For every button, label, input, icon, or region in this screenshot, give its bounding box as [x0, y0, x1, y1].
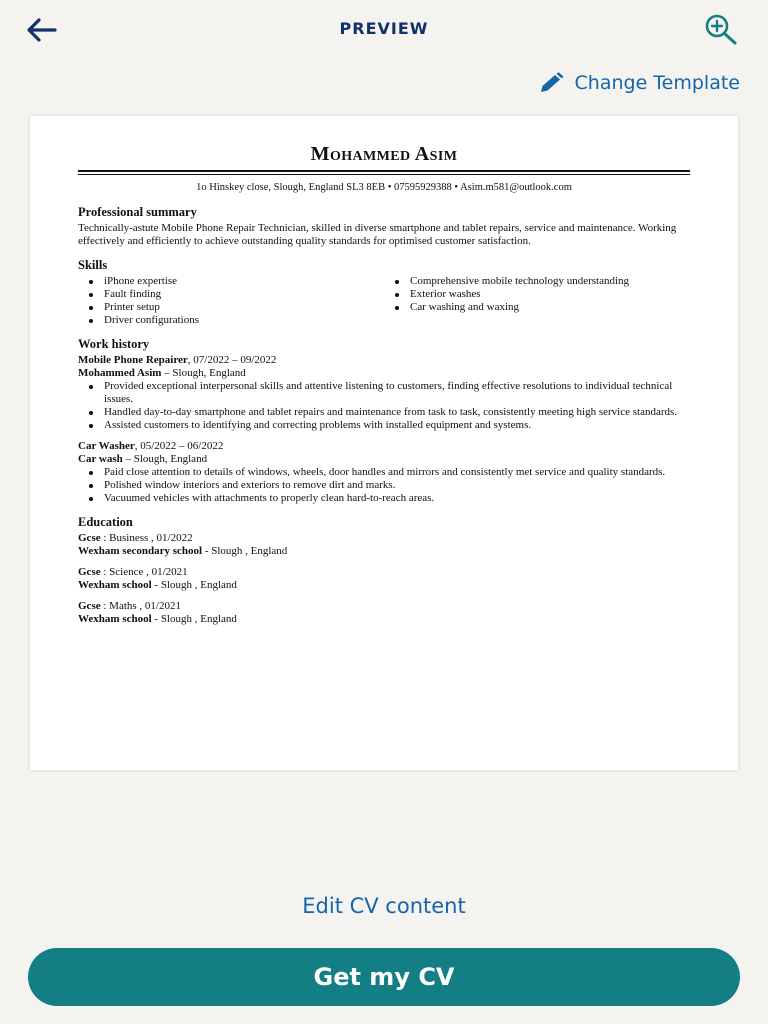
job-employer: Car wash	[78, 453, 123, 465]
summary-section	[78, 204, 690, 248]
job-location: – Slough, England	[122, 453, 208, 465]
skills-right-column	[384, 275, 690, 327]
education-location: - Slough , England	[202, 545, 288, 557]
zoom-in-icon	[702, 12, 740, 46]
zoom-button[interactable]	[702, 12, 740, 46]
job-location: – Slough, England	[161, 367, 246, 379]
job-entry	[78, 354, 690, 432]
education-school-line	[78, 579, 690, 592]
education-school: Wexham school	[78, 613, 152, 625]
summary-heading: Professional summary	[78, 205, 197, 219]
edit-cv-content-link[interactable]: Edit CV content	[302, 894, 466, 918]
job-bullet: Vacuumed vehicles with attachments to properly clean hard-to-reach areas.	[78, 492, 690, 505]
job-bullet: Handled day-to-day smartphone and tablet repairs and maintenance from task to task, consistently meeting high service standards.	[78, 406, 690, 419]
job-bullet: Assisted customers to identifying and correcting problems with installed equipment and systems.	[78, 419, 690, 432]
education-qualification-line	[78, 566, 690, 579]
job-dates: , 05/2022 – 06/2022	[134, 440, 224, 452]
education-qualification: Gcse	[78, 532, 101, 544]
education-heading: Education	[78, 515, 133, 529]
job-employer: Mohammed Asim	[78, 367, 162, 379]
job-bullet: Paid close attention to details of windows, wheels, door handles and mirrors and consistently met service and quality standards.	[78, 466, 690, 479]
education-school: Wexham school	[78, 579, 152, 591]
education-section	[78, 514, 690, 626]
page-title: PREVIEW	[339, 19, 429, 38]
cv-contact-line: 1o Hinskey close, Slough, England SL3 8EB • 07595929388 • Asim.m581@outlook.com	[196, 182, 572, 193]
summary-text: Technically-astute Mobile Phone Repair Technician, skilled in diverse smartphone and tablet repairs, service and maintenance. Working effectively and efficiently to achieve outstanding quality standards for optimised customer satisfaction.	[78, 222, 677, 247]
skill-item: Exterior washes	[384, 288, 690, 301]
change-template-link[interactable]	[539, 70, 740, 96]
education-qualification: Gcse	[78, 566, 101, 578]
skills-grid	[78, 275, 690, 327]
education-entry	[78, 566, 690, 592]
pencil-icon	[539, 72, 565, 94]
job-title: Car Washer	[78, 440, 135, 452]
skills-left-column	[78, 275, 384, 327]
education-detail: : Science , 01/2021	[100, 566, 188, 578]
skill-item: iPhone expertise	[78, 275, 384, 288]
skill-item: Printer setup	[78, 301, 384, 314]
top-bar	[0, 0, 768, 60]
cv-divider	[78, 170, 690, 175]
get-my-cv-button[interactable]: Get my CV	[28, 948, 740, 1006]
education-detail: : Business , 01/2022	[100, 532, 193, 544]
cv-preview-document[interactable]	[30, 116, 738, 770]
education-school-line	[78, 613, 690, 626]
job-bullet: Polished window interiors and exteriors to remove dirt and marks.	[78, 479, 690, 492]
job-title-line	[78, 440, 690, 453]
skill-item: Driver configurations	[78, 314, 384, 327]
job-bullet: Provided exceptional interpersonal skills and attentive listening to customers, finding effective resolutions to individual technical issues.	[78, 380, 690, 406]
education-school: Wexham secondary school	[78, 545, 203, 557]
education-qualification-line	[78, 532, 690, 545]
job-employer-line	[78, 453, 690, 466]
education-school-line	[78, 545, 690, 558]
education-qualification: Gcse	[78, 600, 101, 612]
skills-section	[78, 257, 690, 327]
cv-name: Mohammed Asim	[310, 143, 458, 165]
job-bullets	[78, 466, 690, 505]
work-history-section	[78, 336, 690, 505]
job-bullets	[78, 380, 690, 432]
change-template-label: Change Template	[574, 72, 740, 94]
skill-item: Comprehensive mobile technology understanding	[384, 275, 690, 288]
job-title-line	[78, 354, 690, 367]
job-employer-line	[78, 367, 690, 380]
skill-item: Fault finding	[78, 288, 384, 301]
education-location: - Slough , England	[151, 613, 237, 625]
job-entry	[78, 440, 690, 505]
job-title: Mobile Phone Repairer	[78, 354, 188, 366]
skills-heading: Skills	[78, 258, 108, 272]
job-dates: , 07/2022 – 09/2022	[187, 354, 277, 366]
education-location: - Slough , England	[151, 579, 237, 591]
skill-item: Car washing and waxing	[384, 301, 690, 314]
education-detail: : Maths , 01/2021	[100, 600, 181, 612]
education-entry	[78, 600, 690, 626]
education-qualification-line	[78, 600, 690, 613]
work-history-heading: Work history	[78, 337, 150, 351]
education-entry	[78, 532, 690, 558]
